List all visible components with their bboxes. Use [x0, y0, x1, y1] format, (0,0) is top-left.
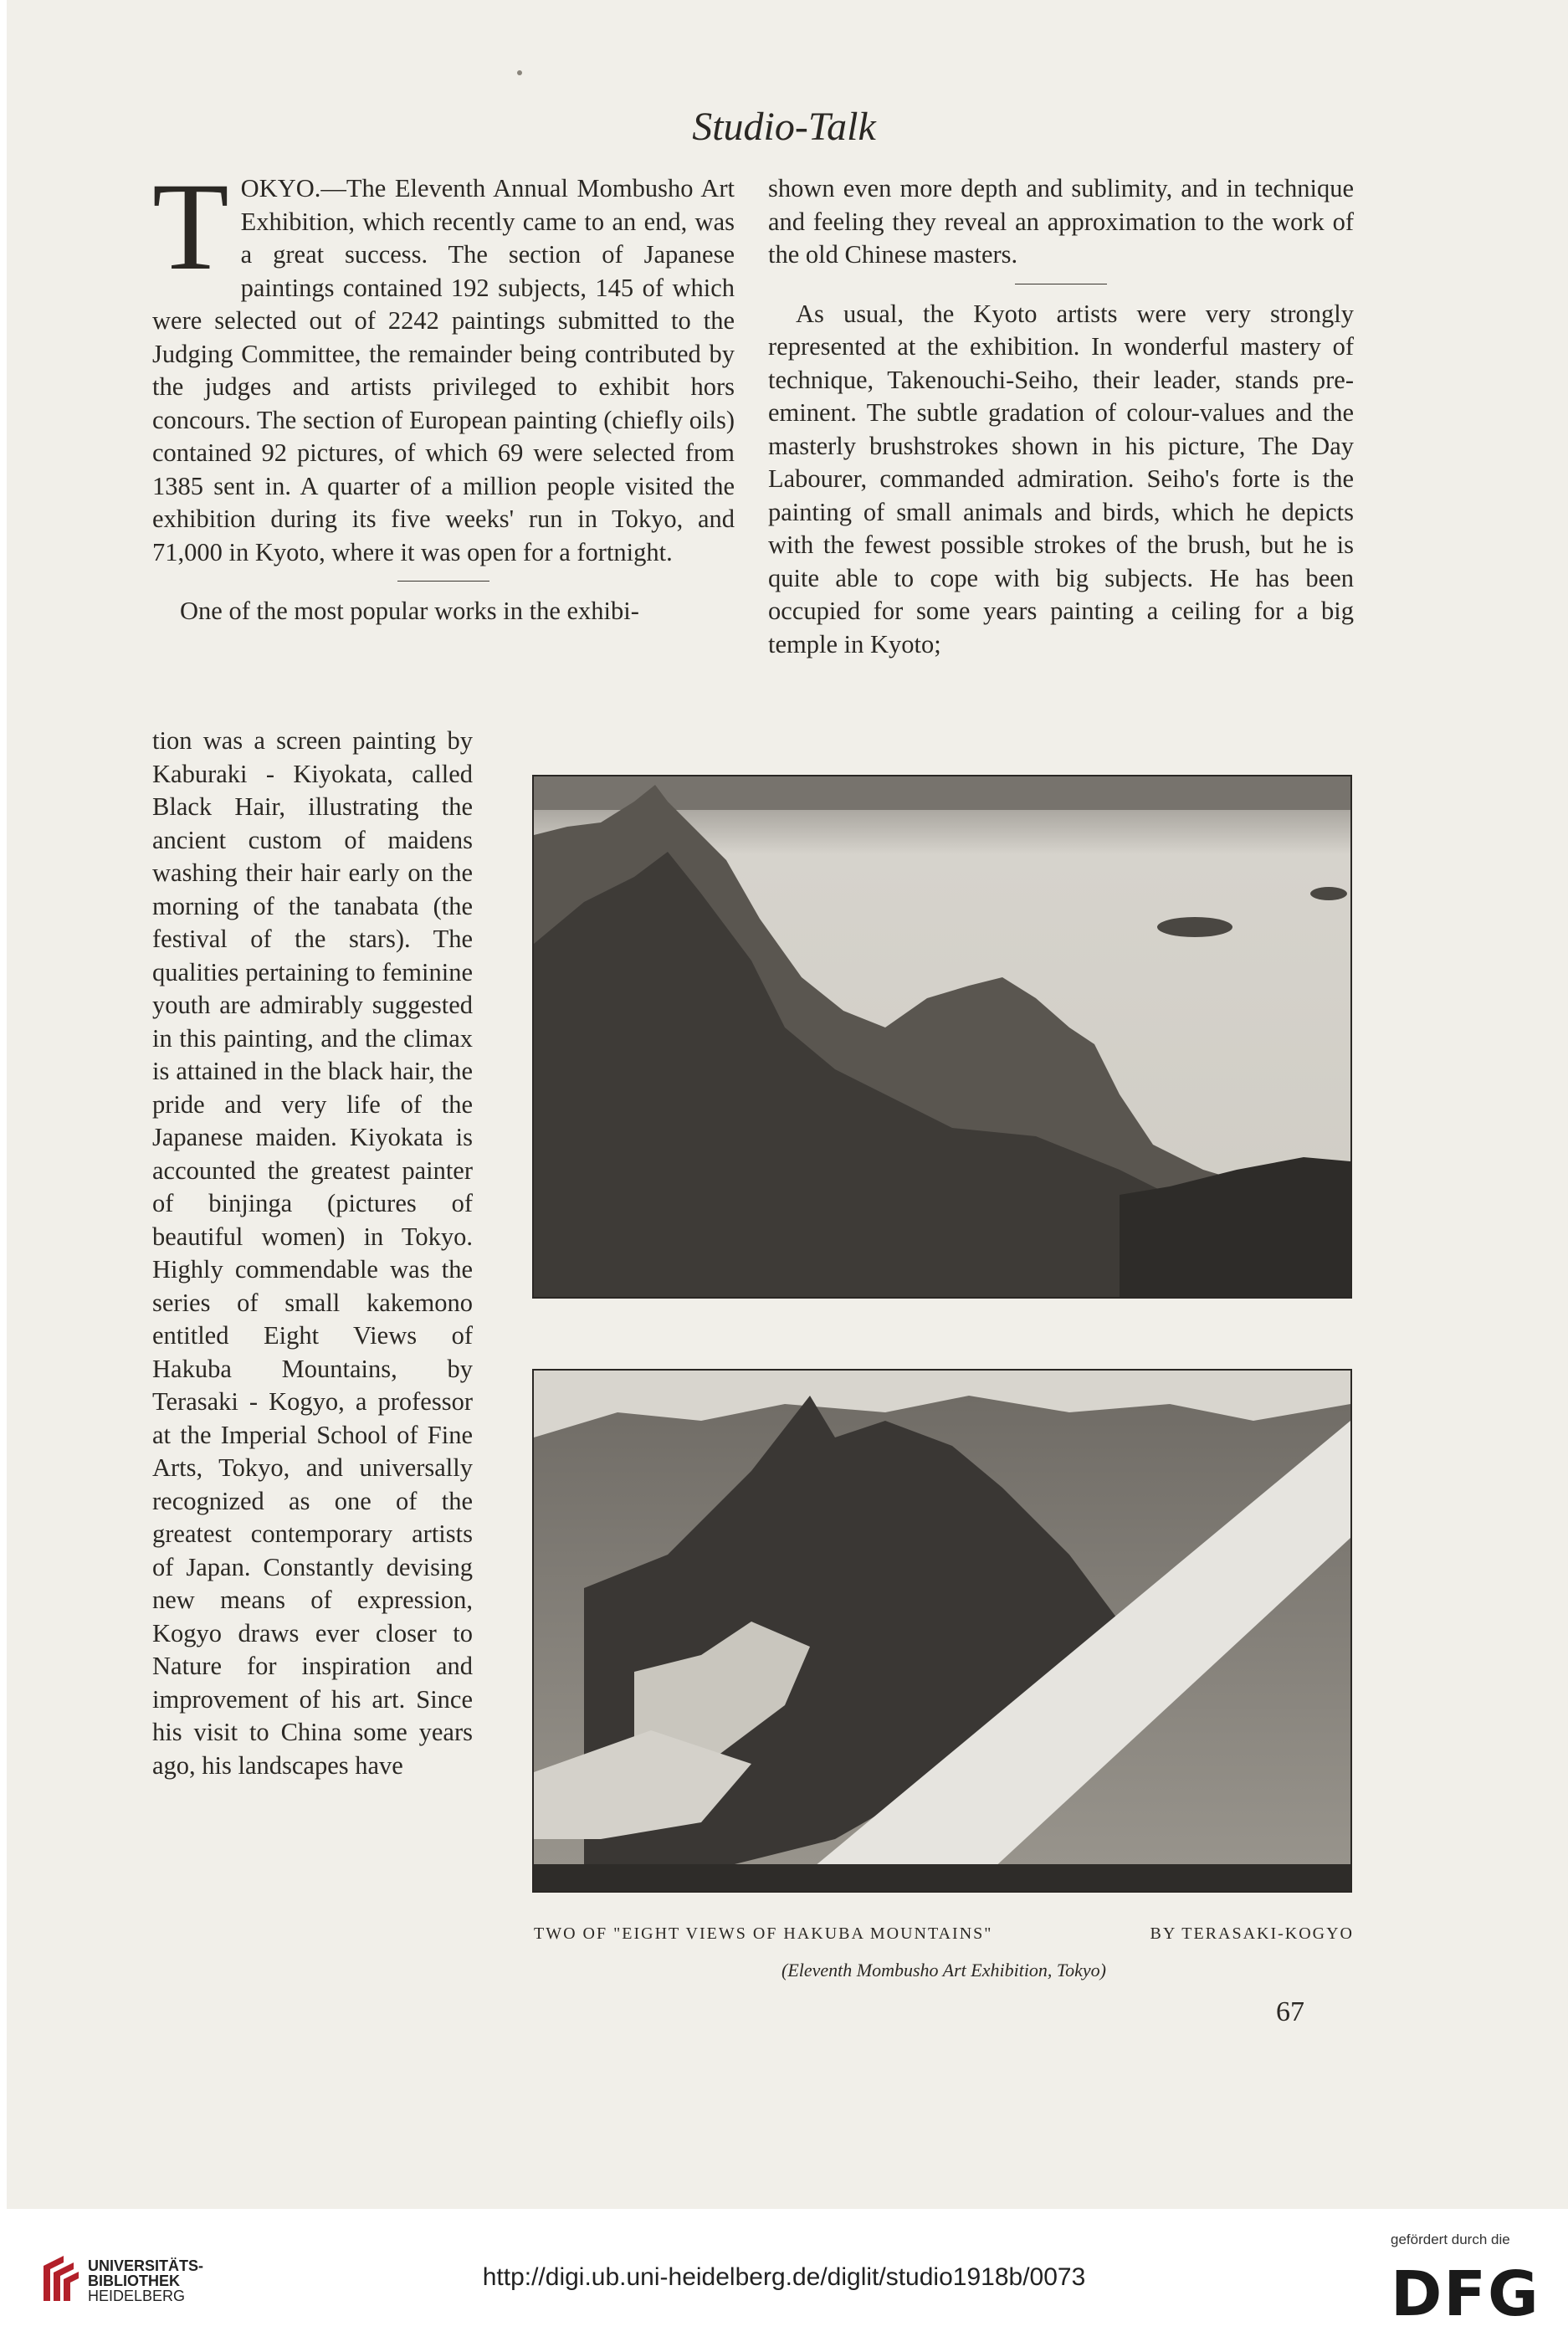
- right-column: [768, 172, 1354, 661]
- narrow-column: [152, 725, 473, 1782]
- mountain-painting-2: [532, 1369, 1352, 1893]
- paragraph-kogyo-end: shown even more depth and sublimity, and in technique and feeling they reveal an approximation to the work of the old Chinese masters.: [768, 174, 1354, 269]
- dfg-logo: DFG: [1391, 2258, 1540, 2330]
- drop-cap: T: [152, 157, 229, 296]
- running-title: Studio-Talk: [692, 105, 876, 149]
- paragraph-intro: OKYO.—The Eleventh Annual Mombusho Art Exhibition, which recently came to an end, was a great success. The section of Japanese paintings contained 192 subjects, 145 of which were selected out of 2242 paintings submitted to the Judging Committee, the remainder being contributed by the judges and artists privileged to exhibit hors concours. The section of European painting (chiefly oils) contained 92 pictures, of which 69 were selected from 1385 sent in. A quarter of a million people visited the exhibition during its five weeks' run in Tokyo, and 71,000 in Kyoto, where it was open for a fortnight.: [152, 174, 735, 566]
- library-line-1: UNIVERSITÄTS-: [88, 2257, 204, 2274]
- caption-artist: BY TERASAKI-KOGYO: [1150, 1924, 1354, 1943]
- mountain-painting-1: [532, 775, 1352, 1299]
- paragraph-seiho: As usual, the Kyoto artists were very strongly represented at the exhibition. In wonderful mastery of technique, Takenouchi-Seiho, their leader, stands pre-eminent. The subtle gradation of colour-values and the masterly brushstrokes shown in his picture, The Day Labourer, commanded admiration. Seiho's forte is the painting of small animals and birds, which he depicts with the fewest possible strokes of the brush, but he is quite able to cope with big subjects. He has been occupied for some years painting a ceiling for a big temple in Kyoto;: [768, 299, 1354, 658]
- library-line-2: BIBLIOTHEK: [88, 2273, 180, 2289]
- paragraph-kiyokata: tion was a screen painting by Kaburaki - Kiyokata, called Black Hair, illustrating the ancient custom of maidens washing their hair early on the morning of the tanabata (the festival of the stars). The qualities pertaining to feminine youth are admirably suggested in this painting, and the climax is attained in the black hair, the pride and very life of the Japanese maiden. Kiyokata is accounted the greatest painter of binjinga (pictures of beautiful women) in Tokyo. Highly commendable was the series of small kakemono entitled Eight Views of Hakuba Mountains, by Terasaki - Kogyo, a professor at the Imperial School of Fine Arts, Tokyo, and universally recognized as one of the greatest contemporary artists of Japan. Constantly devising new means of expression, Kogyo draws ever closer to Nature for inspiration and improvement of his art. Since his visit to China some years ago, his landscapes have: [152, 726, 473, 1780]
- figure-subcaption: (Eleventh Mombusho Art Exhibition, Tokyo): [781, 1960, 1106, 1980]
- caption-title: TWO OF "EIGHT VIEWS OF HAKUBA MOUNTAINS": [534, 1924, 993, 1943]
- page-number: 67: [1276, 1996, 1304, 2027]
- section-divider: [397, 581, 489, 582]
- funding-note: gefördert durch die: [1391, 2232, 1510, 2247]
- paragraph-kiyokata-start: One of the most popular works in the exhibi-: [180, 597, 639, 625]
- page-mark: [517, 70, 522, 75]
- left-column: [152, 157, 735, 628]
- library-line-3: HEIDELBERG: [88, 2288, 186, 2304]
- source-url-link[interactable]: http://digi.ub.uni-heidelberg.de/diglit/studio1918b/0073: [482, 2263, 1086, 2291]
